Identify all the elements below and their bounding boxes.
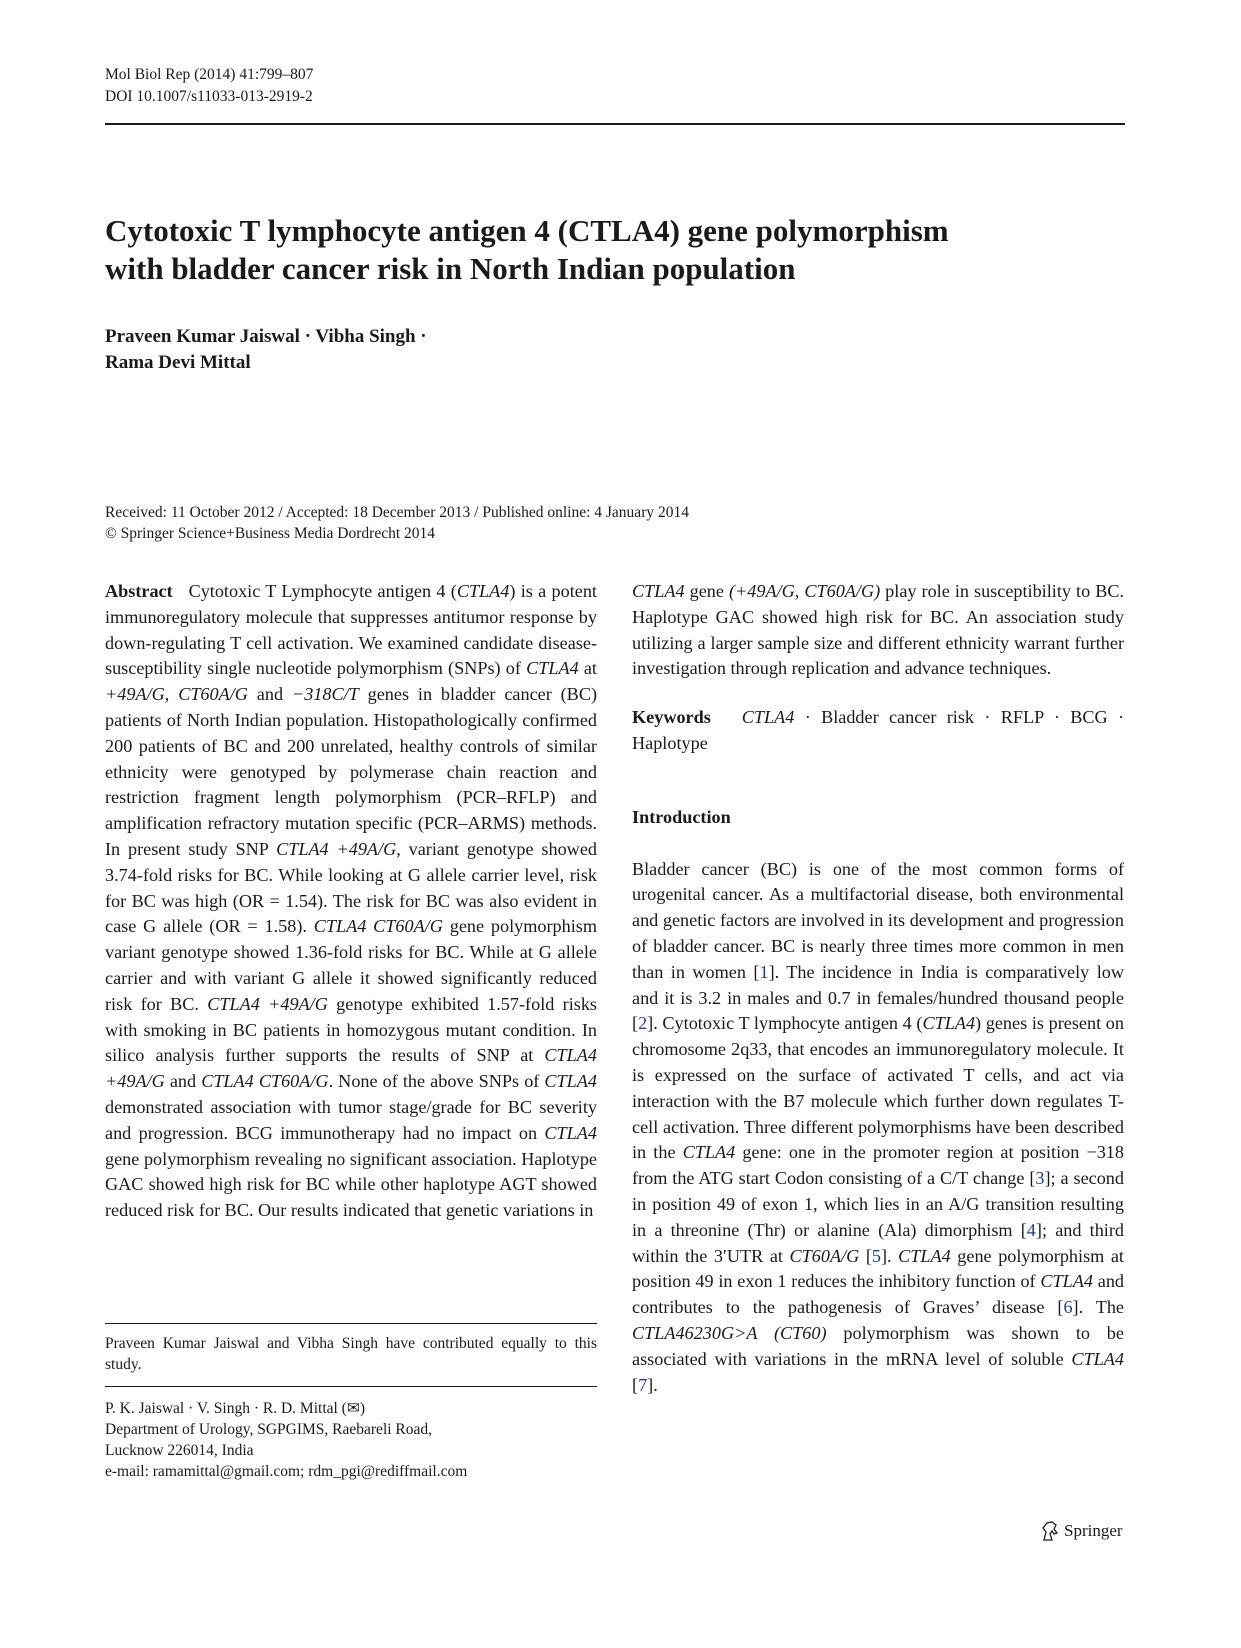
abstract: Abstract Cytotoxic T Lymphocyte antigen 4 (CTLA4) is a potent immunoregulatory molecule that suppresses antitumor response by down-regulating T cell activation. We examined candidate disease-susceptibility single nucleotide polymorphism (SNPs) of CTLA4 at +49A/G, CT60A/G and −318C/T genes in bladder cancer (BC) patients of North Indian population. Histopathologically confirmed 200 patients of BC and 200 unrelated, healthy controls of similar ethnicity were genotyped by polymerase chain reaction and restriction fragment length polymorphism (PCR–RFLP) and amplification refractory mutation specific (PCR–ARMS) methods. In present study SNP CTLA4 +49A/G, variant genotype showed 3.74-fold risks for BC. While looking at G allele carrier level, risk for BC was high (OR = 1.54). The risk for BC was also evident in case G allele (OR = 1.58). CTLA4 CT60A/G gene polymorphism variant genotype showed 1.36-fold risks for BC. While at G allele carrier and with variant G allele it showed significantly reduced risk for BC. CTLA4 +49A/G genotype exhibited 1.57-fold risks with smoking in BC patients in homozygous mutant condition. In silico analysis further supports the results of SNP at CTLA4 +49A/G and CTLA4 CT60A/G. None of the above SNPs of CTLA4 demonstrated association with tumor stage/grade for BC severity and progression. BCG immunotherapy had no impact on CTLA4 gene polymorphism revealing no significant association. Haplotype GAC showed high risk for BC while other haplotype AGT showed reduced risk for BC. Our results indicated that genetic variations in <box>105 581 598 1221</box>
publisher-name: Springer <box>1064 1521 1123 1540</box>
ref-link[interactable]: 3 <box>1035 1168 1045 1189</box>
copyright-line: © Springer Science+Business Media Dordrecht 2014 <box>105 525 436 542</box>
authors: Praveen Kumar Jaiswal · Vibha Singh · Rama Devi Mittal <box>105 326 427 373</box>
affiliation <box>105 1398 597 1482</box>
publication-dates <box>105 502 689 544</box>
ref-link[interactable]: 7 <box>638 1374 648 1395</box>
dates-line: Received: 11 October 2012 / Accepted: 18 December 2013 / Published online: 4 January 2014 <box>105 504 689 521</box>
affiliation-dept: Department of Urology, SGPGIMS, Raebareli Road, <box>105 1421 433 1438</box>
affiliation-email: e-mail: ramamittal@gmail.com; rdm_pgi@rediffmail.com <box>105 1463 468 1480</box>
ref-link[interactable]: 2 <box>638 1013 648 1034</box>
footnote-rule <box>105 1323 597 1324</box>
header-rule <box>105 123 1125 125</box>
ref-link[interactable]: 5 <box>871 1245 881 1266</box>
affiliation-city: Lucknow 226014, India <box>105 1442 254 1459</box>
right-column <box>632 579 1124 1398</box>
abstract-label: Abstract <box>105 581 173 601</box>
envelope-icon: ✉ <box>346 1400 360 1417</box>
publisher-logo <box>1040 1520 1123 1542</box>
journal-doi: DOI 10.1007/s11033-013-2919-2 <box>105 88 313 105</box>
journal-header <box>105 64 313 108</box>
contribution-footnote: Praveen Kumar Jaiswal and Vibha Singh have contributed equally to this study. <box>105 1335 597 1373</box>
journal-citation: Mol Biol Rep (2014) 41:799–807 <box>105 66 314 83</box>
springer-horse-icon <box>1040 1520 1060 1542</box>
abstract-column <box>105 579 597 1224</box>
introduction-text: Bladder cancer (BC) is one of the most common forms of urogenital cancer. As a multifactorial disease, both environmental and genetic factors are involved in its development and progression of bladder cancer. BC is nearly three times more common in men than in women [1]. The incidence in India is comparatively low and it is 3.2 in males and 0.7 in females/hundred thousand people [2]. Cytotoxic T lymphocyte antigen 4 (CTLA4) genes is present on chromosome 2q33, that encodes an immunoregulatory molecule. It is expressed on the surface of activated T cells, and act via interaction with the B7 molecule which further down regulates T-cell activation. Three different polymorphisms have been described in the CTLA4 gene: one in the promoter region at position −318 from the ATG start Codon consisting of a C/T change [3]; a second in position 49 of exon 1, which lies in an A/G transition resulting in a threonine (Thr) or alanine (Ala) dimorphism [4]; and third within the 3′UTR at CT60A/G [5]. CTLA4 gene polymorphism at position 49 in exon 1 reduces the inhibitory function of CTLA4 and contributes to the pathogenesis of Graves’ disease [6]. The CTLA46230G>A (CT60) polymorphism was shown to be associated with variations in the mRNA level of soluble CTLA4 [7]. <box>632 858 1125 1395</box>
affiliation-names: P. K. Jaiswal · V. Singh · R. D. Mittal (✉) <box>105 1400 366 1417</box>
keywords: Keywords CTLA4 · Bladder cancer risk · RFLP · BCG · Haplotype <box>632 707 1125 753</box>
ref-link[interactable]: 6 <box>1063 1297 1073 1318</box>
ref-link[interactable]: 1 <box>759 961 769 982</box>
abstract-continued: CTLA4 gene (+49A/G, CT60A/G) play role in susceptibility to BC. Haplotype GAC showed high risk for BC. An association study utilizing a larger sample size and different ethnicity warrant further investigation through replication and advance techniques. <box>632 581 1124 679</box>
introduction-heading: Introduction <box>632 806 731 827</box>
keywords-label: Keywords <box>632 707 711 728</box>
ref-link[interactable]: 4 <box>1026 1219 1036 1240</box>
affiliation-rule <box>105 1386 597 1387</box>
paper-title: Cytotoxic T lymphocyte antigen 4 (CTLA4) gene polymorphism with bladder cancer risk in North Indian population <box>105 213 949 286</box>
